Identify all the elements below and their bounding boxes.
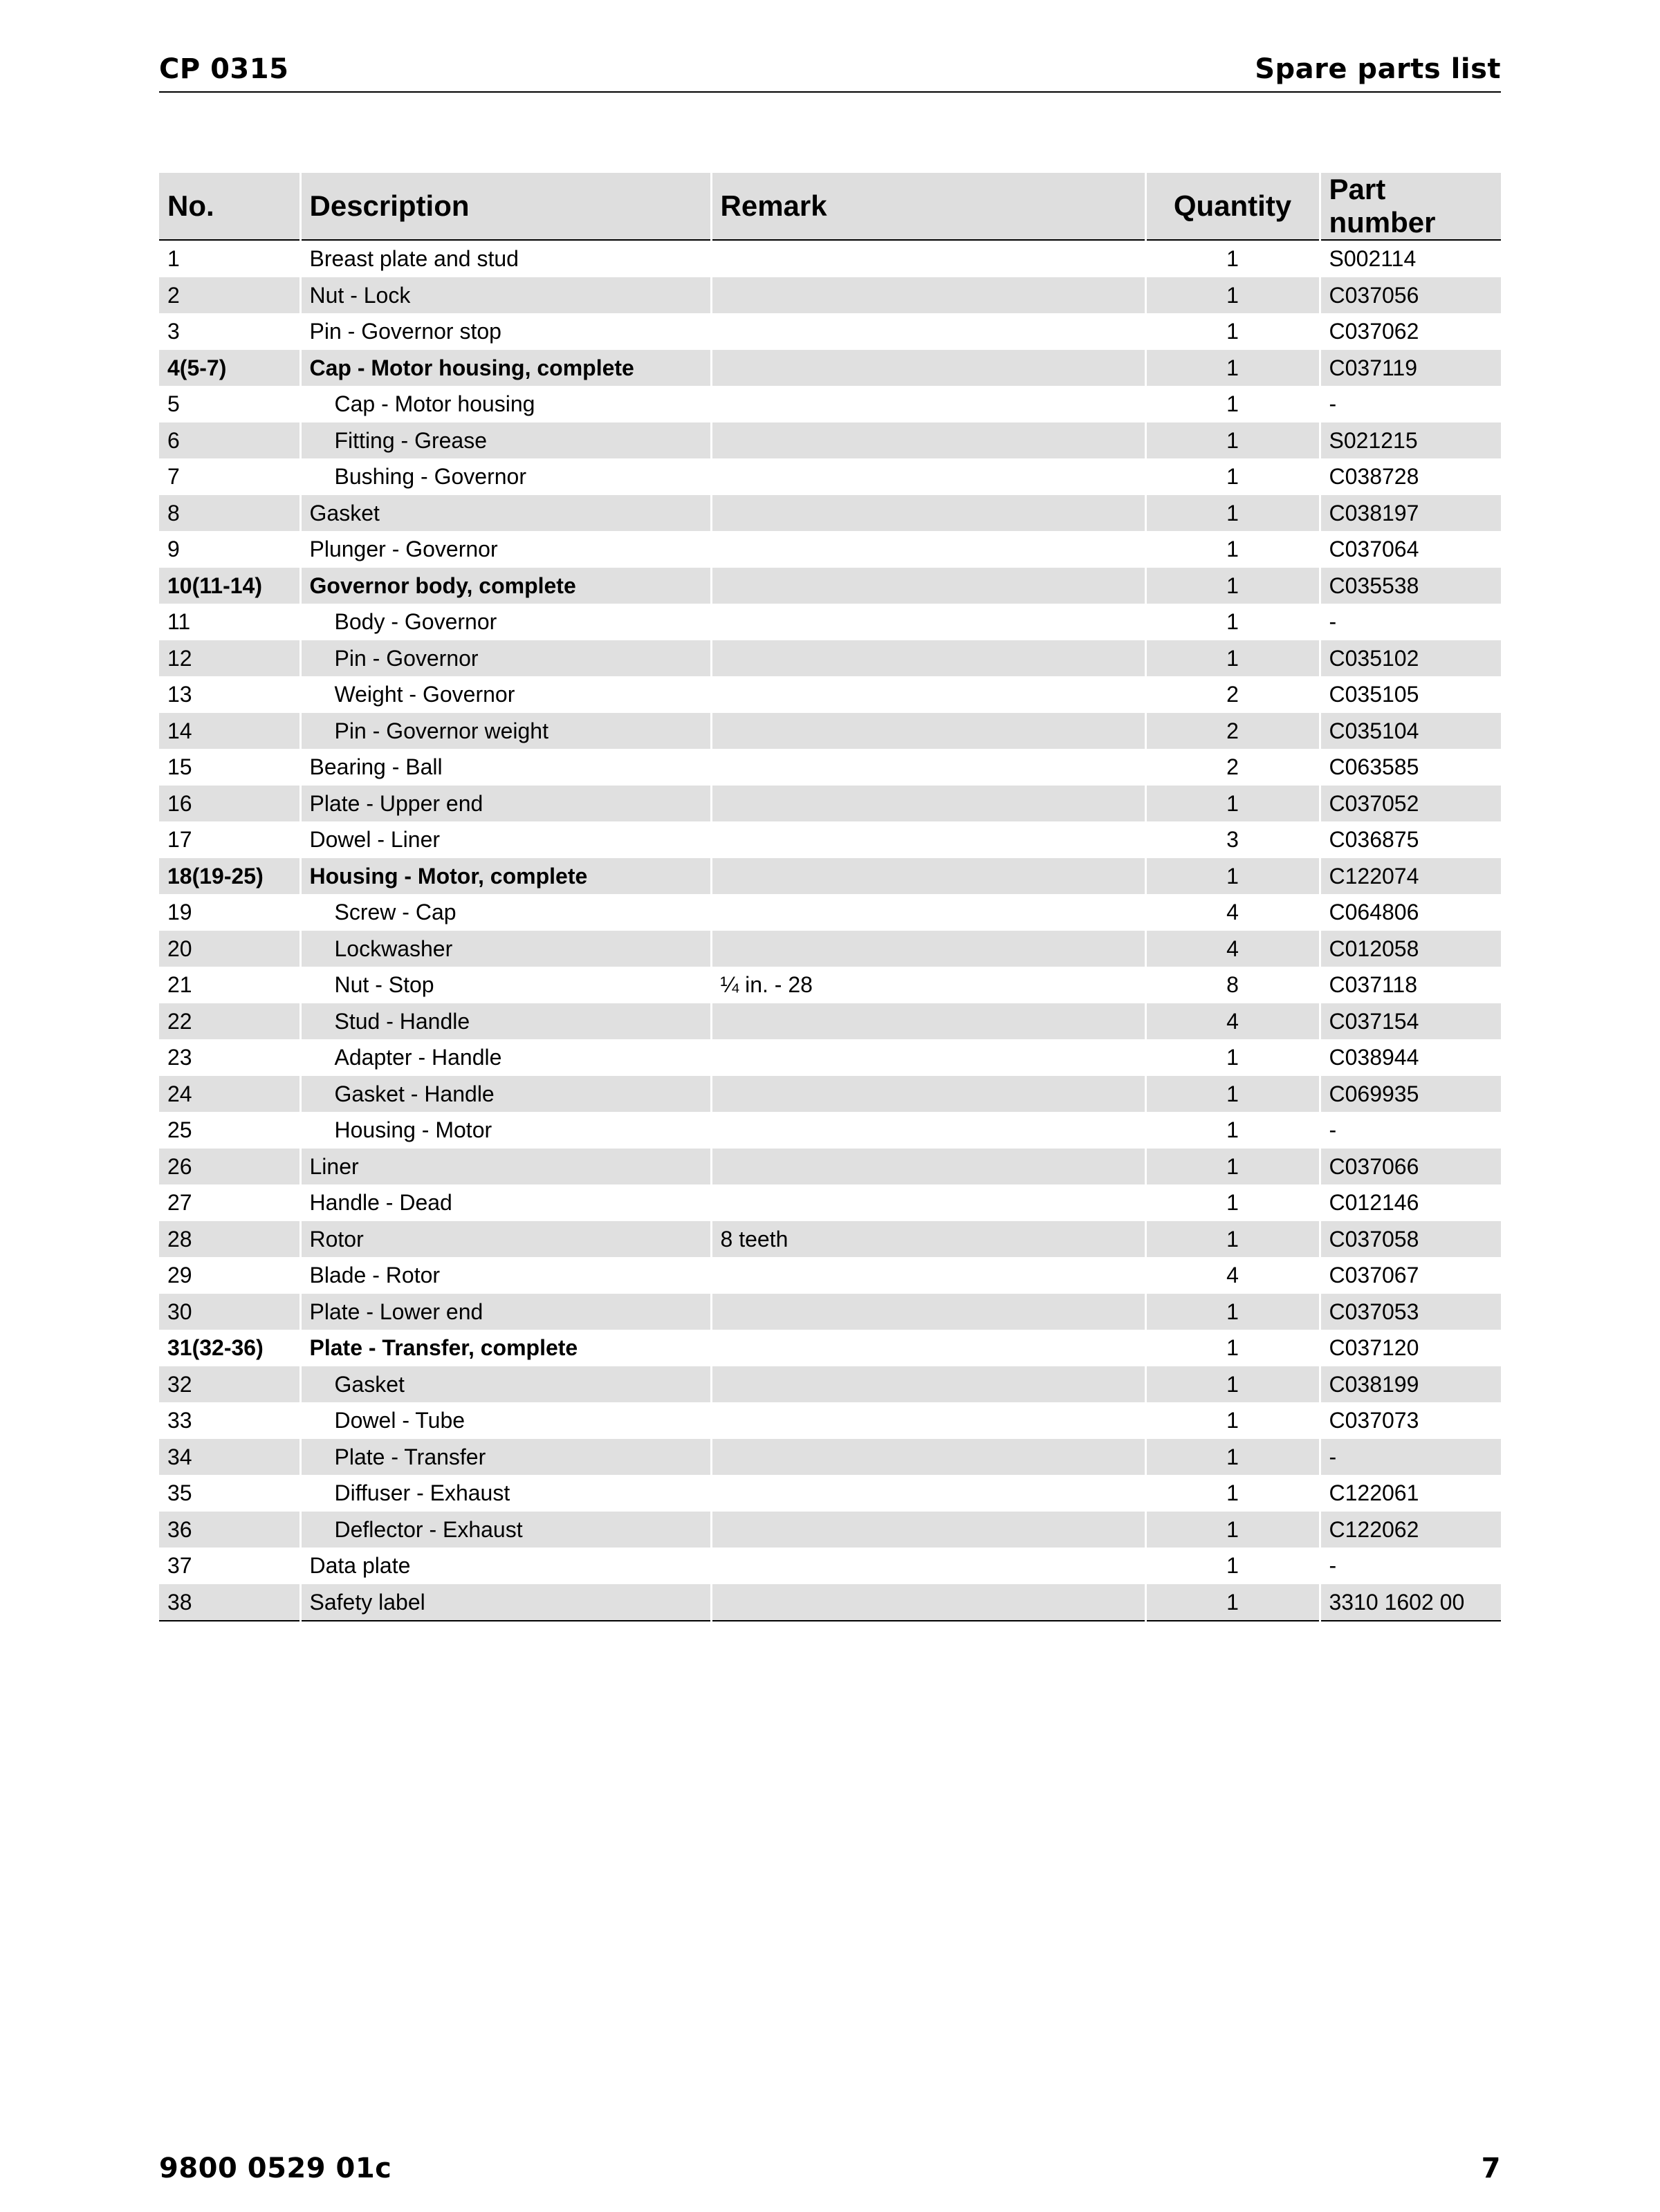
cell-quantity: 2 bbox=[1145, 713, 1320, 750]
cell-quantity: 1 bbox=[1145, 313, 1320, 350]
cell-no: 22 bbox=[159, 1003, 300, 1040]
cell-part-number: C038728 bbox=[1320, 458, 1501, 495]
cell-part-number: C037067 bbox=[1320, 1257, 1501, 1294]
cell-description: Body - Governor bbox=[300, 604, 711, 640]
cell-description: Pin - Governor stop bbox=[300, 313, 711, 350]
cell-no: 26 bbox=[159, 1149, 300, 1185]
col-header-quantity: Quantity bbox=[1145, 173, 1320, 240]
document-number: 9800 0529 01c bbox=[159, 2153, 392, 2184]
cell-no: 17 bbox=[167, 827, 192, 853]
table-row bbox=[159, 313, 1501, 350]
cell-remark bbox=[711, 1039, 1145, 1076]
cell-no: 14 bbox=[159, 713, 300, 750]
page-number: 7 bbox=[1481, 2153, 1501, 2184]
cell-part-number: S002114 bbox=[1320, 240, 1501, 277]
table-row bbox=[159, 749, 1501, 786]
table-row bbox=[159, 495, 1501, 532]
cell-remark bbox=[711, 531, 1145, 568]
cell-part-number: - bbox=[1320, 1548, 1501, 1584]
table-row bbox=[159, 1584, 1501, 1621]
cell-description: Deflector - Exhaust bbox=[300, 1512, 711, 1548]
cell-no: 6 bbox=[159, 422, 300, 459]
cell-part-number: C037119 bbox=[1320, 350, 1501, 387]
cell-description: Plunger - Governor bbox=[300, 531, 711, 568]
table-row bbox=[159, 1257, 1501, 1294]
cell-quantity: 1 bbox=[1145, 1402, 1320, 1439]
table-row bbox=[159, 1003, 1501, 1040]
cell-quantity: 1 bbox=[1145, 1184, 1320, 1221]
cell-quantity: 1 bbox=[1145, 568, 1320, 604]
cell-remark bbox=[711, 1439, 1145, 1476]
table-row bbox=[159, 1294, 1501, 1330]
cell-description: Diffuser - Exhaust bbox=[300, 1475, 711, 1512]
cell-part-number: C069935 bbox=[1320, 1076, 1501, 1113]
cell-remark bbox=[711, 1475, 1145, 1512]
cell-remark bbox=[711, 1548, 1145, 1584]
cell-remark bbox=[711, 1184, 1145, 1221]
cell-remark bbox=[711, 458, 1145, 495]
cell-no: 9 bbox=[167, 537, 180, 562]
table-header-row bbox=[159, 173, 1501, 240]
cell-remark bbox=[711, 1294, 1145, 1330]
cell-quantity: 1 bbox=[1145, 1584, 1320, 1621]
cell-no: 30 bbox=[159, 1294, 300, 1330]
table-row bbox=[159, 786, 1501, 822]
table-row bbox=[159, 604, 1501, 640]
cell-remark bbox=[711, 277, 1145, 314]
cell-description: Nut - Stop bbox=[300, 967, 711, 1003]
cell-no: 1 bbox=[167, 246, 180, 272]
cell-remark bbox=[711, 1076, 1145, 1113]
col-header-remark: Remark bbox=[711, 173, 1145, 240]
cell-quantity: 1 bbox=[1145, 1475, 1320, 1512]
cell-part-number: C037062 bbox=[1320, 313, 1501, 350]
cell-description: Bearing - Ball bbox=[300, 749, 711, 786]
cell-remark bbox=[711, 858, 1145, 895]
table-row bbox=[159, 713, 1501, 750]
cell-quantity: 4 bbox=[1145, 1257, 1320, 1294]
cell-no: 34 bbox=[159, 1439, 300, 1476]
table-row bbox=[159, 1149, 1501, 1185]
cell-no: 32 bbox=[159, 1366, 300, 1403]
table-body bbox=[159, 240, 1501, 1621]
cell-part-number: 3310 1602 00 bbox=[1320, 1584, 1501, 1621]
cell-no: 23 bbox=[167, 1045, 192, 1070]
table-row bbox=[159, 350, 1501, 387]
col-header-no: No. bbox=[159, 173, 300, 240]
table-row bbox=[159, 277, 1501, 314]
cell-quantity: 1 bbox=[1145, 1439, 1320, 1476]
cell-quantity: 1 bbox=[1145, 1330, 1320, 1366]
cell-part-number: C035105 bbox=[1320, 676, 1501, 713]
cell-part-number: C037052 bbox=[1320, 786, 1501, 822]
cell-part-number: C037064 bbox=[1320, 531, 1501, 568]
cell-description: Cap - Motor housing bbox=[300, 386, 711, 422]
cell-part-number: C012146 bbox=[1320, 1184, 1501, 1221]
cell-no: 16 bbox=[159, 786, 300, 822]
cell-remark bbox=[711, 749, 1145, 786]
cell-description: Handle - Dead bbox=[300, 1184, 711, 1221]
cell-description: Housing - Motor, complete bbox=[300, 858, 711, 895]
cell-description: Lockwasher bbox=[300, 931, 711, 967]
cell-no: 12 bbox=[159, 640, 300, 677]
cell-no: 20 bbox=[159, 931, 300, 967]
cell-quantity: 2 bbox=[1145, 676, 1320, 713]
cell-description: Weight - Governor bbox=[300, 676, 711, 713]
cell-remark bbox=[711, 1149, 1145, 1185]
cell-remark bbox=[711, 713, 1145, 750]
cell-remark bbox=[711, 313, 1145, 350]
page-footer bbox=[159, 2152, 1501, 2191]
cell-no: 3 bbox=[167, 319, 180, 344]
cell-no: 21 bbox=[167, 972, 192, 998]
cell-remark bbox=[711, 1366, 1145, 1403]
cell-remark bbox=[711, 1330, 1145, 1366]
cell-no: 37 bbox=[167, 1553, 192, 1579]
cell-quantity: 1 bbox=[1145, 350, 1320, 387]
cell-part-number: C038944 bbox=[1320, 1039, 1501, 1076]
cell-description: Dowel - Liner bbox=[300, 821, 711, 858]
cell-remark bbox=[711, 568, 1145, 604]
col-header-part-number: Part number bbox=[1320, 173, 1501, 240]
cell-part-number: C037154 bbox=[1320, 1003, 1501, 1040]
cell-description: Housing - Motor bbox=[300, 1112, 711, 1149]
cell-description: Dowel - Tube bbox=[300, 1402, 711, 1439]
cell-part-number: C035102 bbox=[1320, 640, 1501, 677]
cell-description: Gasket bbox=[300, 1366, 711, 1403]
cell-no: 33 bbox=[167, 1408, 192, 1433]
cell-description: Plate - Upper end bbox=[300, 786, 711, 822]
cell-description: Plate - Lower end bbox=[300, 1294, 711, 1330]
table-row bbox=[159, 1475, 1501, 1512]
cell-remark bbox=[711, 1112, 1145, 1149]
cell-quantity: 1 bbox=[1145, 1548, 1320, 1584]
table-row bbox=[159, 1512, 1501, 1548]
cell-description: Cap - Motor housing, complete bbox=[300, 350, 711, 387]
cell-quantity: 1 bbox=[1145, 458, 1320, 495]
cell-quantity: 4 bbox=[1145, 931, 1320, 967]
cell-no: 31(32-36) bbox=[167, 1335, 264, 1361]
cell-remark bbox=[711, 931, 1145, 967]
cell-part-number: C038197 bbox=[1320, 495, 1501, 532]
table-row bbox=[159, 1112, 1501, 1149]
cell-part-number: C036875 bbox=[1320, 821, 1501, 858]
cell-no: 13 bbox=[167, 682, 192, 707]
cell-part-number: C037058 bbox=[1320, 1221, 1501, 1258]
cell-description: Data plate bbox=[300, 1548, 711, 1584]
cell-remark bbox=[711, 894, 1145, 931]
cell-part-number: C037120 bbox=[1320, 1330, 1501, 1366]
cell-no: 28 bbox=[159, 1221, 300, 1258]
cell-no: 11 bbox=[167, 609, 191, 635]
table-row bbox=[159, 386, 1501, 422]
table-row bbox=[159, 858, 1501, 895]
table-row bbox=[159, 1439, 1501, 1476]
cell-no: 27 bbox=[167, 1190, 192, 1216]
cell-description: Bushing - Governor bbox=[300, 458, 711, 495]
cell-quantity: 1 bbox=[1145, 1112, 1320, 1149]
cell-description: Liner bbox=[300, 1149, 711, 1185]
cell-quantity: 1 bbox=[1145, 1076, 1320, 1113]
cell-quantity: 1 bbox=[1145, 1366, 1320, 1403]
table-row bbox=[159, 458, 1501, 495]
table-row bbox=[159, 1402, 1501, 1439]
cell-remark bbox=[711, 1402, 1145, 1439]
cell-description: Plate - Transfer, complete bbox=[300, 1330, 711, 1366]
cell-part-number: C037073 bbox=[1320, 1402, 1501, 1439]
cell-no: 24 bbox=[159, 1076, 300, 1113]
cell-quantity: 1 bbox=[1145, 640, 1320, 677]
cell-quantity: 1 bbox=[1145, 495, 1320, 532]
cell-remark bbox=[711, 240, 1145, 277]
table-row bbox=[159, 821, 1501, 858]
cell-part-number: C037118 bbox=[1320, 967, 1501, 1003]
table-row bbox=[159, 1548, 1501, 1584]
table-row bbox=[159, 1076, 1501, 1113]
cell-quantity: 1 bbox=[1145, 604, 1320, 640]
cell-part-number: C035538 bbox=[1320, 568, 1501, 604]
cell-description: Pin - Governor bbox=[300, 640, 711, 677]
table-row bbox=[159, 931, 1501, 967]
cell-remark bbox=[711, 786, 1145, 822]
cell-description: Rotor bbox=[300, 1221, 711, 1258]
cell-no: 2 bbox=[159, 277, 300, 314]
table-row bbox=[159, 240, 1501, 277]
cell-no: 18(19-25) bbox=[159, 858, 300, 895]
cell-no: 36 bbox=[159, 1512, 300, 1548]
cell-quantity: 2 bbox=[1145, 749, 1320, 786]
cell-quantity: 4 bbox=[1145, 894, 1320, 931]
table-row bbox=[159, 967, 1501, 1003]
cell-description: Safety label bbox=[300, 1584, 711, 1621]
model-title: CP 0315 bbox=[159, 53, 289, 85]
cell-quantity: 1 bbox=[1145, 386, 1320, 422]
cell-remark bbox=[711, 676, 1145, 713]
table-row bbox=[159, 676, 1501, 713]
cell-remark bbox=[711, 495, 1145, 532]
cell-part-number: C012058 bbox=[1320, 931, 1501, 967]
cell-remark bbox=[711, 821, 1145, 858]
cell-remark bbox=[711, 422, 1145, 459]
cell-description: Breast plate and stud bbox=[300, 240, 711, 277]
cell-no: 29 bbox=[167, 1263, 192, 1288]
cell-quantity: 1 bbox=[1145, 1221, 1320, 1258]
cell-remark bbox=[711, 1003, 1145, 1040]
cell-no: 7 bbox=[167, 464, 180, 490]
cell-part-number: C037066 bbox=[1320, 1149, 1501, 1185]
cell-part-number: - bbox=[1320, 1112, 1501, 1149]
cell-quantity: 1 bbox=[1145, 531, 1320, 568]
cell-part-number: S021215 bbox=[1320, 422, 1501, 459]
cell-no: 19 bbox=[167, 900, 192, 925]
cell-part-number: C064806 bbox=[1320, 894, 1501, 931]
cell-quantity: 8 bbox=[1145, 967, 1320, 1003]
cell-remark: 8 teeth bbox=[711, 1221, 1145, 1258]
table-row bbox=[159, 568, 1501, 604]
col-header-description: Description bbox=[300, 173, 711, 240]
cell-description: Governor body, complete bbox=[300, 568, 711, 604]
cell-description: Screw - Cap bbox=[300, 894, 711, 931]
cell-part-number: - bbox=[1320, 604, 1501, 640]
cell-description: Gasket - Handle bbox=[300, 1076, 711, 1113]
cell-no: 38 bbox=[159, 1584, 300, 1621]
table-row bbox=[159, 1221, 1501, 1258]
cell-quantity: 1 bbox=[1145, 1294, 1320, 1330]
cell-remark bbox=[711, 1584, 1145, 1621]
cell-quantity: 4 bbox=[1145, 1003, 1320, 1040]
cell-quantity: 1 bbox=[1145, 1149, 1320, 1185]
cell-part-number: C122074 bbox=[1320, 858, 1501, 895]
cell-description: Stud - Handle bbox=[300, 1003, 711, 1040]
cell-part-number: C035104 bbox=[1320, 713, 1501, 750]
cell-remark bbox=[711, 1257, 1145, 1294]
table-row bbox=[159, 531, 1501, 568]
cell-remark bbox=[711, 350, 1145, 387]
cell-quantity: 1 bbox=[1145, 422, 1320, 459]
cell-quantity: 1 bbox=[1145, 277, 1320, 314]
cell-description: Adapter - Handle bbox=[300, 1039, 711, 1076]
cell-no: 8 bbox=[159, 495, 300, 532]
spare-parts-table bbox=[159, 173, 1501, 1621]
cell-remark bbox=[711, 604, 1145, 640]
cell-quantity: 1 bbox=[1145, 240, 1320, 277]
cell-quantity: 1 bbox=[1145, 1512, 1320, 1548]
table-row bbox=[159, 422, 1501, 459]
cell-part-number: C063585 bbox=[1320, 749, 1501, 786]
cell-no: 15 bbox=[167, 754, 192, 780]
cell-description: Blade - Rotor bbox=[300, 1257, 711, 1294]
cell-description: Plate - Transfer bbox=[300, 1439, 711, 1476]
cell-description: Gasket bbox=[300, 495, 711, 532]
table-row bbox=[159, 894, 1501, 931]
cell-quantity: 1 bbox=[1145, 786, 1320, 822]
cell-remark bbox=[711, 386, 1145, 422]
cell-part-number: C122062 bbox=[1320, 1512, 1501, 1548]
cell-description: Nut - Lock bbox=[300, 277, 711, 314]
cell-no: 10(11-14) bbox=[159, 568, 300, 604]
section-title: Spare parts list bbox=[1255, 53, 1501, 85]
cell-remark bbox=[711, 640, 1145, 677]
cell-no: 5 bbox=[167, 391, 180, 417]
cell-no: 25 bbox=[167, 1117, 192, 1143]
cell-part-number: C037053 bbox=[1320, 1294, 1501, 1330]
cell-no: 35 bbox=[167, 1480, 192, 1506]
cell-description: Fitting - Grease bbox=[300, 422, 711, 459]
table-row bbox=[159, 1330, 1501, 1366]
table-row bbox=[159, 1366, 1501, 1403]
page-header bbox=[159, 48, 1501, 93]
table-row bbox=[159, 1184, 1501, 1221]
table-row bbox=[159, 1039, 1501, 1076]
cell-quantity: 3 bbox=[1145, 821, 1320, 858]
table-row bbox=[159, 640, 1501, 677]
cell-part-number: - bbox=[1320, 386, 1501, 422]
cell-quantity: 1 bbox=[1145, 858, 1320, 895]
cell-part-number: C122061 bbox=[1320, 1475, 1501, 1512]
cell-description: Pin - Governor weight bbox=[300, 713, 711, 750]
cell-part-number: C037056 bbox=[1320, 277, 1501, 314]
cell-part-number: C038199 bbox=[1320, 1366, 1501, 1403]
cell-part-number: - bbox=[1320, 1439, 1501, 1476]
cell-no: 4(5-7) bbox=[159, 350, 300, 387]
cell-remark: ¼ in. - 28 bbox=[711, 967, 1145, 1003]
cell-remark bbox=[711, 1512, 1145, 1548]
cell-quantity: 1 bbox=[1145, 1039, 1320, 1076]
